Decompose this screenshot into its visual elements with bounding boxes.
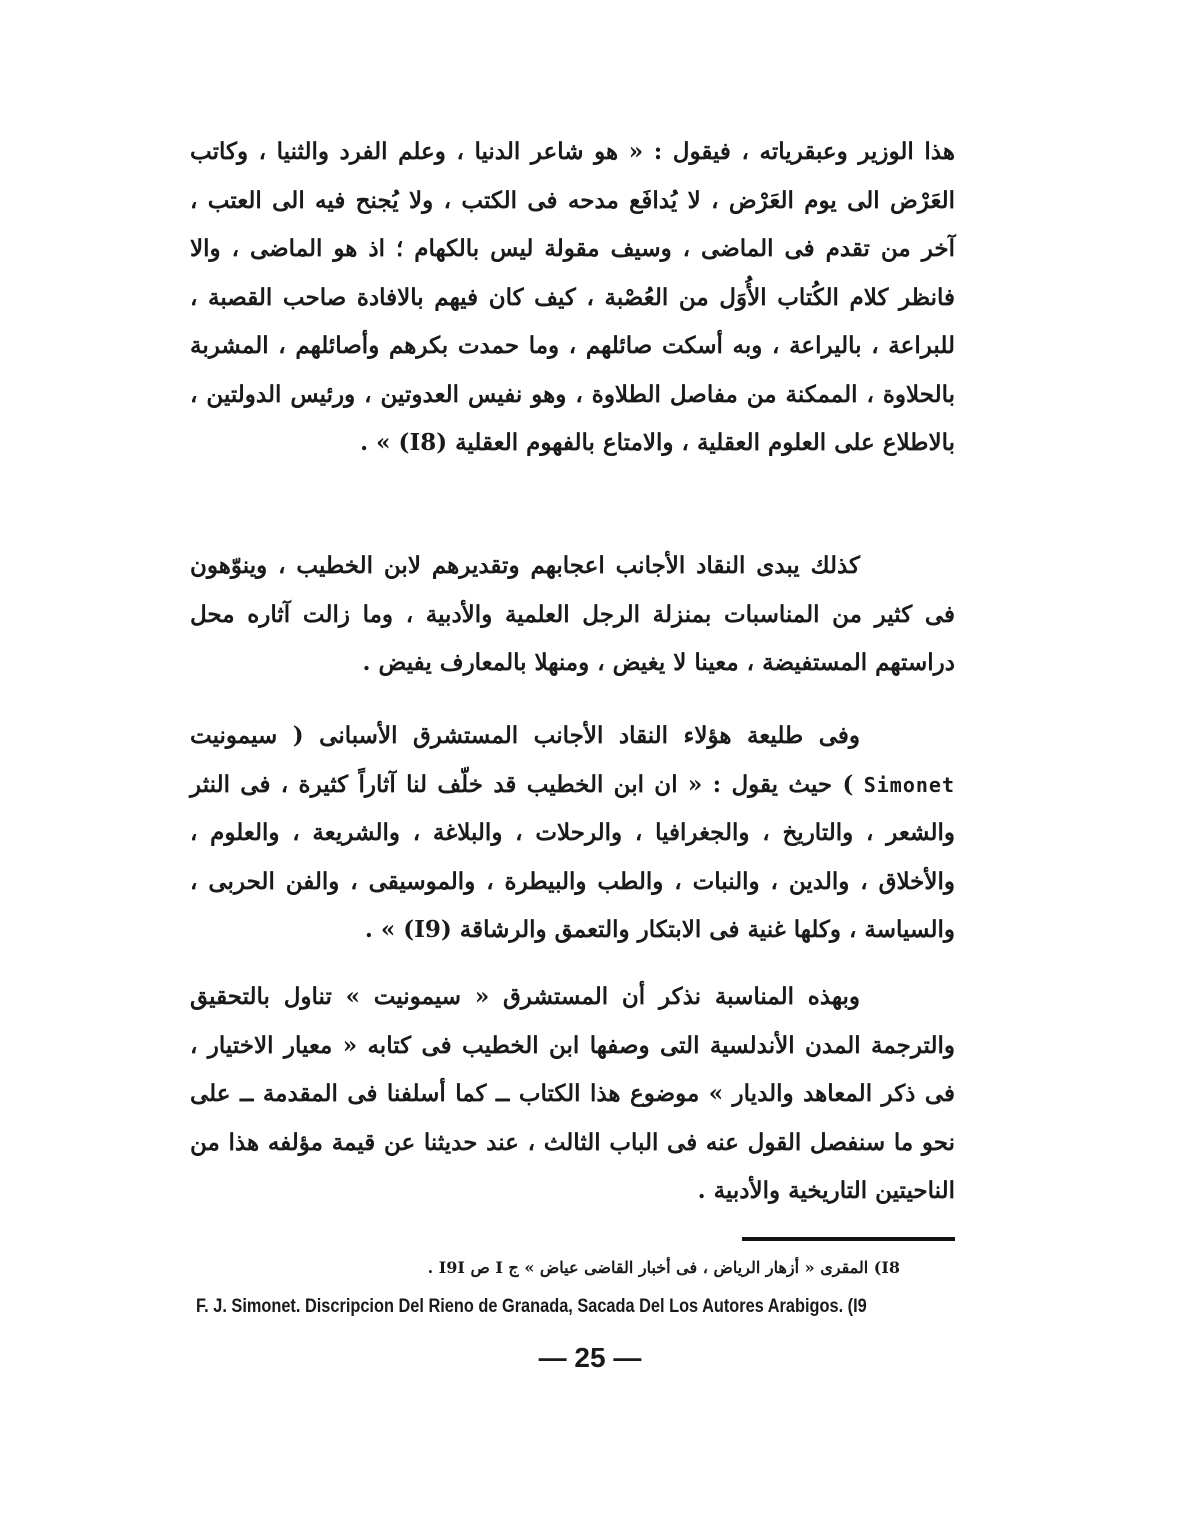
paragraph-2-text: كذلك يبدى النقاد الأجانب اعجابهم وتقديرهم لابن الخطيب ، وينوّهون فى كثير من المناسبات بمنزلة الرجل العلمية والأدبية ، وما زالت آثاره محل دراستهم المستفيضة ، معينا لا يغيض ، ومنهلا بالمعارف يفيض . — [190, 552, 955, 676]
page-number: — 25 — — [538, 1342, 642, 1373]
paragraph-1: هذا الوزير وعبقرياته ، فيقول : « هو شاعر الدنيا ، وعلم الفرد والثنيا ، وكاتب العَرْض الى يوم العَرْض ، لا يُدافَع مدحه فى الكتب ، ولا يُجنح فيه الى العتب ، آخر من تقدم فى الماضى ، وسيف مقولة ليس بالكهام ؛ اذ هو الماضى ، والا فانظر كلام الكُتاب الأُوَل من العُصْبة ، كيف كان فيهم بالافادة صاحب القصبة ، للبراعة ، باليراعة ، وبه أسكت صائلهم ، وما حمدت بكرهم وأصائلهم ، المشربة بالحلاوة ، الممكنة من مفاصل الطلاوة ، وهو نفيس العدوتين ، ورئيس الدولتين ، بالاطلاع على العلوم العقلية ، والامتاع بالفهوم العقلية (I8) » . — [190, 138, 955, 456]
footnote-19: F. J. Simonet. Discripcion Del Rieno de Granada, Sacada Del Los Autores Arabigos. (I9 — [196, 1296, 867, 1317]
paragraph-4-text: وبهذه المناسبة نذكر أن المستشرق « سيمونيت » تناول بالتحقيق والترجمة المدن الأندلسية التى وصفها ابن الخطيب فى كتابه « معيار الاختيار ، فى ذكر المعاهد والديار » موضوع هذا الكتاب ــ كما أسلفنا فى المقدمة ــ على نحو ما سنفصل القول عنه فى الباب الثالث ، عند حديثنا عن قيمة مؤلفه هذا من الناحيتين التاريخية والأدبية . — [190, 983, 955, 1204]
paragraph-3-quote: ) حيث يقول : « ان ابن الخطيب قد خلّف لنا آثاراً كثيرة ، فى النثر والشعر ، والتاريخ ، والجغرافيا ، والرحلات ، والبلاغة ، والشريعة ، والعلوم ، والأخلاق ، والدين ، والنبات ، والطب والبيطرة ، والموسيقى ، والفن الحربى ، والسياسة ، وكلها غنية فى الابتكار والتعمق والرشاقة (I9) » . — [190, 770, 955, 943]
footnote-divider — [742, 1237, 955, 1241]
latin-name-simonet: Simonet — [863, 772, 955, 797]
paragraph-3 — [190, 712, 955, 955]
paragraph-2 — [190, 542, 955, 688]
paragraph-4 — [190, 973, 955, 1216]
footnote-18: I8) المقرى « أزهار الرياض ، فى أخبار القاضى عياض » ج I ص I9I . — [427, 1258, 900, 1277]
paragraph-3-lead: وفى طليعة هؤلاء النقاد الأجانب المستشرق الأسبانى ( سيمونيت — [190, 722, 860, 749]
